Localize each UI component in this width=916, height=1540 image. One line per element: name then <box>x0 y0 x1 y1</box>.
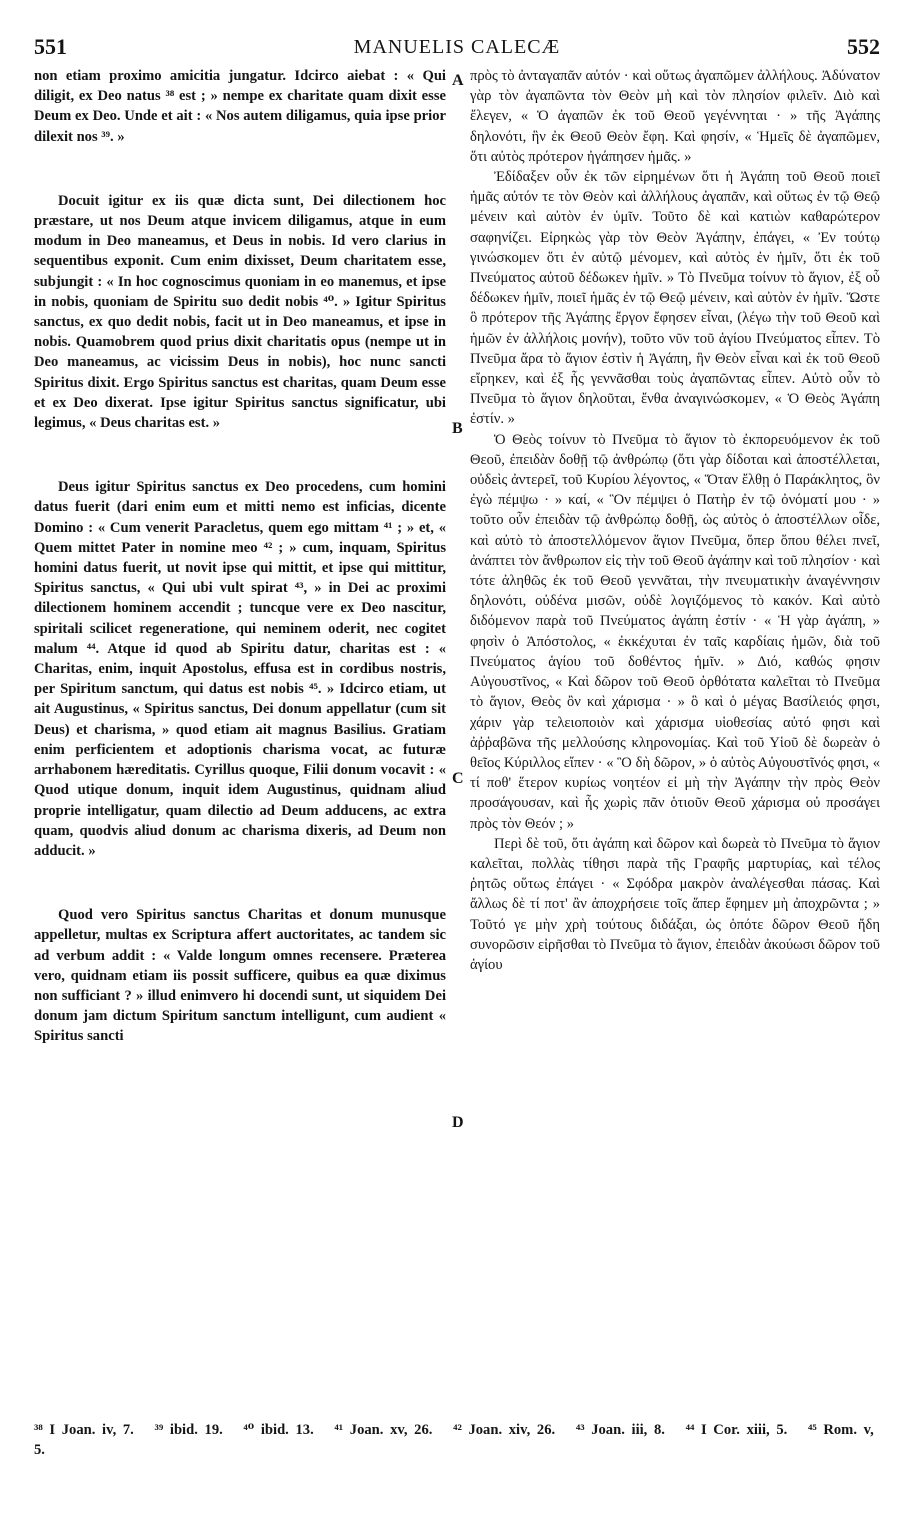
margin-marker-c: C <box>452 770 464 787</box>
footnote: ⁴³ Joan. iii, 8. <box>575 1422 665 1438</box>
greek-paragraph-2: Ἐδίδαξεν οὖν ἐκ τῶν εἰρημένων ὅτι ἡ Ἀγάπη τοῦ Θεοῦ ποιεῖ ἡμᾶς αὐτόν τε τὸν Θεὸν καὶ ἀλλήλους ἀγαπᾶν, καὶ οὕτως ἐν τῷ Θεῷ μένειν καὶ αὐτὸν ἐν ὑμῖν. Τοῦτο δὲ καὶ κατιὼν καθαρώτερον σαφηνίζει. Εἰρηκὼς γὰρ τὸν Θεὸν Ἀγάπην, ἐπάγει, « Ἐν τούτῳ γινώσκομεν ὅτι ἐν αὐτῷ μένομεν, καὶ αὐτὸς ἐν ἡμῖν, ὅτι ἐκ τοῦ Πνεύματος αὐτοῦ δέδωκεν ἡμῖν. » Τὸ Πνεῦμα τοίνυν τὸ ἅγιον, ἐξ οὗ δέδωκεν ἡμῖν, ποιεῖ ἡμᾶς ἐν τῷ Θεῷ μένειν, καὶ αὐτὸν ἐν ἡμῖν. Ὥστε ὃ πρότερον τῆς Ἀγάπης ἔργον ἔφησεν εἶναι, (λέγω τὴν τοῦ Θεοῦ καὶ ἡμῶν ἐν ἀλλήλοις μονήν), τοῦτο νῦν τοῦ ἁγίου Πνεύματος εἶπεν. Τὸ Πνεῦμα ἄρα τὸ ἅγιον ἐστὶν ἡ Ἀγάπη, ἣν Θεὸν εἶναι καὶ ἐκ τοῦ Θεοῦ εἴρηκεν, καὶ ἐξ ἧς γεννᾶσθαι τοὺς ἀγαπῶντας εἶπεν. Αὐτὸ οὖν τὸ Πνεῦμα τὸ ἅγιον δηλοῦται, ἔνθα ἀναγινώσκομεν, « Ὁ Θεὸς Ἀγάπη ἐστίν. » <box>470 169 880 428</box>
greek-paragraph-1: πρὸς τὸ ἀνταγαπᾶν αὐτόν · καὶ οὕτως ἀγαπῶμεν ἀλλήλους. Ἀδύνατον γὰρ τὸν ἀγαπῶντα τὸν Θεὸν μὴ καὶ τὸν πλησίον φιλεῖν. Διὸ καὶ ἔλεγεν, « Ὁ ἀγαπῶν ἐκ τοῦ Θεοῦ γεγέννηται · » τῆς Ἀγάπης δηλονότι, ἣν ἐκ Θεοῦ Θεὸν ἔφη. Καὶ φησίν, « Ἡμεῖς δὲ ἀγαπῶμεν, ὅτι αὐτὸς πρότερον ἠγάπησεν ἡμᾶς. » <box>470 68 880 165</box>
footnote: ⁴⁴ I Cor. xiii, 5. <box>685 1422 788 1438</box>
margin-marker-d: D <box>452 1114 464 1131</box>
footnotes <box>34 1420 880 1460</box>
greek-paragraph-4: Περὶ δὲ τοῦ, ὅτι ἀγάπη καὶ δῶρον καὶ δωρεὰ τὸ Πνεῦμα τὸ ἅγιον καλεῖται, πολλὰς τίθησι παρὰ τῆς Γραφῆς μαρτυρίας, καὶ τέλος ῥητῶς οὕτως ἐπάγει · « Σφόδρα μακρὸν ἀναλέγεσθαι πάσας. Καὶ ἄλλως δὲ τί ποτ' ἂν ἀποχρήσειε τοῖς ἅπερ ἔφημεν μὴ ἀποχρῶντα ; » Τοῦτό γε μὴν χρὴ τούτους διδάξαι, ὡς ὁπότε δῶρον Θεοῦ ἤδη συνορῶσιν εἰρῆσθαι τὸ Πνεῦμα τὸ ἅγιον, ἐπειδὰν ἀκούωσι δῶρον τοῦ ἁγίου <box>470 835 880 973</box>
margin-marker-a: A <box>452 72 464 89</box>
running-header <box>34 34 880 62</box>
latin-paragraph-2: Docuit igitur ex iis quæ dicta sunt, Dei dilectionem hoc præstare, ut nos Deum atque invicem diligamus, atque in eum modum in Deo maneamus, et Deus in nobis. Id vero clarius in sequentibus exponit. Cum enim dixisset, Deum charitatem esse, subjungit : « In hoc cognoscimus quoniam in eo manemus, et ipse in nobis, quoniam de Spiritu suo dedit nobis ⁴⁰. » Igitur Spiritus sanctus, ex quo dedit nobis, facit ut in Deo maneamus, et ipse in nobis. Quamobrem quod prius dixit charitatis opus (nempe ut in Deo maneamus, ac vicissim Deus in nobis), hoc nunc sancti Spiritus dixit. Ergo Spiritus sanctus est charitas, quam Deum esse et ex Deo dixerat. Ipse igitur Spiritus sanctus significatur, ubi legimus, « Deus charitas est. » <box>34 192 446 432</box>
footnote: ³⁸ I Joan. iv, 7. <box>34 1422 134 1438</box>
footnote: ⁴¹ Joan. xv, 26. <box>334 1422 433 1438</box>
footnote: ³⁹ ibid. 19. <box>154 1422 223 1438</box>
greek-column <box>470 66 880 1406</box>
footnote: ⁴⁰ ibid. 13. <box>243 1422 314 1438</box>
footnote: ⁴⁵ Rom. v, 5. <box>34 1422 874 1458</box>
footnote: ⁴² Joan. xiv, 26. <box>453 1422 556 1438</box>
latin-column <box>34 66 446 1406</box>
latin-paragraph-4: Quod vero Spiritus sanctus Charitas et donum munusque appelletur, multas ex Scriptura affert auctoritates, ac tandem sic ad verbum addit : « Valde longum omnes recensere. Præterea vero, quidnam etiam iis possit sufficere, quibus ea quæ diximus non sufficiant ? » illud enimvero hi docendi sunt, ut siquidem Dei donum jam dictum Spiritum sanctum intelligunt, cum audient « Spiritus sancti <box>34 907 446 1045</box>
latin-paragraph-3: Deus igitur Spiritus sanctus ex Deo procedens, cum homini datus fuerit (dari enim eum et mitti nemo est inficias, dicente Domino : « Cum venerit Paracletus, quem ego mittam ⁴¹ ; » et, « Quem mittet Pater in nomine meo ⁴² ; » cum, inquam, Spiritus homini datus fuerit, ut novit ipse qui mittit, et ipse qui mittitur, Spiritus sanctus, « Qui ubi vult spirat ⁴³, » in Dei ac proximi dilectionem hominem accendit ; tuncque vere ex Deo nascitur, spiritali scilicet regeneratione, qui neminem oderit, nec cogitet malum ⁴⁴. Atque id quod ab Spiritu datur, charitas est : « Charitas, enim, inquit Apostolus, effusa est in cordibus nostris, per Spiritum sanctum, qui datus est nobis ⁴⁵. » Idcirco etiam, ut ait Augustinus, « Spiritus sanctus, Dei donum appellatur (cum sit Deus) et charisma, » quod etiam ait magnus Basilius. Gratiam enim perficientem et adoptionis charisma vocat, ac futuræ arrhabonem hæreditatis. Cyrillus quoque, Filii donum vocavit : « Quod utique donum, inquit idem Augustinus, quidnam aliud proprie intelligatur, quam dilectio ad Deum adducens, ac extra quam, quodvis aliud donum ac charisma dixeris, ad Deum non adducit. » <box>34 479 446 859</box>
page-number-left: 551 <box>34 34 67 59</box>
margin-marker-b: B <box>452 420 463 437</box>
latin-paragraph-1: non etiam proximo amicitia jungatur. Idcirco aiebat : « Qui diligit, ex Deo natus ³⁸ est ; » nempe ex charitate quam dixit esse Deum ex Deo. Unde et ait : « Nos autem diligamus, quia ipse prior dilexit nos ³⁹. » <box>34 68 446 145</box>
greek-paragraph-3: Ὁ Θεὸς τοίνυν τὸ Πνεῦμα τὸ ἅγιον τὸ ἐκπορευόμενον ἐκ τοῦ Θεοῦ, ἐπειδὰν δοθῇ τῷ ἀνθρώπῳ (ὅτι γὰρ δίδοται καὶ ἀποστέλλεται, οὐδεὶς ἀντερεῖ, τοῦ Κυρίου λέγοντος, « Ὅταν ἔλθῃ ὁ Παράκλητος, ὃν ἐγὼ πέμψω · » καί, « Ὃν πέμψει ὁ Πατὴρ ἐν τῷ ὀνόματί μου · » τοῦτο οὖν ἐπειδὰν τῷ ἀνθρώπῳ δοθῇ, ὡς αὐτὸς ὁ ἀποστέλλων οἶδε, καὶ αὐτὸ τὸ ἀποστελλόμενον ἅγιον Πνεῦμα, ὅπερ ὅπου θέλει πνεῖ, ἀνάπτει τὸν ἄνθρωπον εἰς τὴν τοῦ Θεοῦ ἀγάπην καὶ τοῦ πλησίον · καὶ τότε ἀληθῶς ἐκ τοῦ Θεοῦ γεννᾶται, τὴν πνευματικὴν ἀναγέννησιν δηλονότι, οὐδένα μισῶν, οὐδὲ λογιζόμενος τὸ κακόν. Καὶ αὐτὸ διδόμενον παρὰ τοῦ Πνεύματος ἀγάπη ἐστίν · « Ἡ γὰρ ἀγάπη, » φησὶν ὁ Ἀπόστολος, « ἐκκέχυται ἐν ταῖς καρδίαις ἡμῶν, διὰ τοῦ Πνεύματος ἁγίου τοῦ δοθέντος ἡμῖν. » Διό, καθώς φησιν Αὐγουστῖνος, « Καὶ δῶρον τοῦ Θεοῦ ὀρθότατα καλεῖται τὸ Πνεῦμα τὸ ἅγιον, Θεὸς ὂν καὶ χάρισμα · » ὃ καὶ ὁ μέγας Βασίλειός φησι, χάριν γὰρ τελειοποιὸν καὶ χάρισμα υἱοθεσίας αὐτό φησι καὶ ἀῤῥαβῶνα τῆς μελλούσης κληρονομίας. Καὶ τοῦ Υἱοῦ δὲ δωρεὰν ὁ θεῖος Κύριλλος εἴπεν · « Ὃ δὴ δῶρον, » ὁ αὐτὸς Αὐγουστῖνός φησι, « τί ποθ' ἕτερον κυρίως νοητέον εἰ μὴ τὴν Ἀγάπην τὴν πρὸς Θεὸν προσάγουσαν, καὶ ἧς χωρὶς πᾶν ὁτιοῦν Θεοῦ χάρισμα οὐ προσάγει πρὸς τὸν Θεόν ; » <box>470 431 880 832</box>
page-number-right: 552 <box>847 34 880 59</box>
running-title: MANUELIS CALECÆ <box>353 36 561 58</box>
